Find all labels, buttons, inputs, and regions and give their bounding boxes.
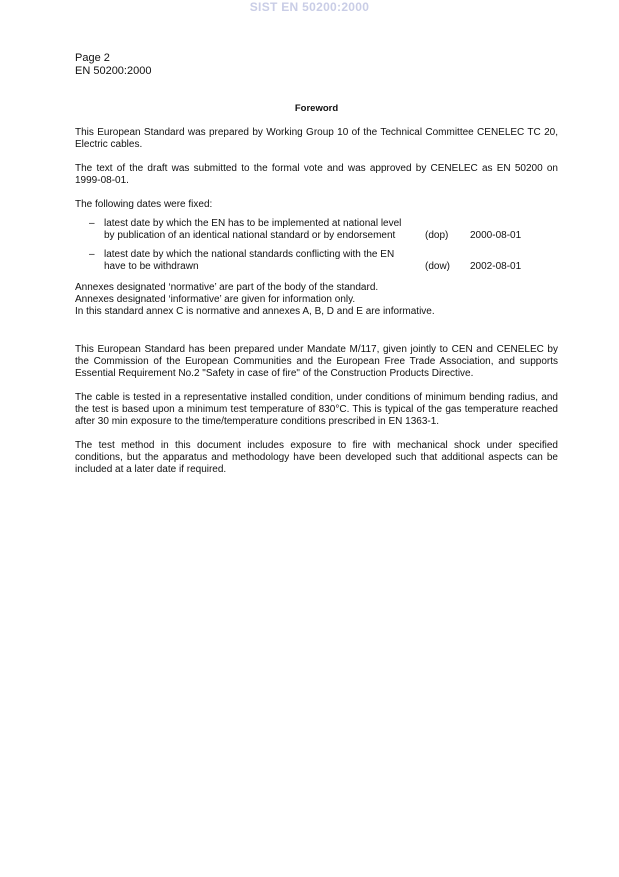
document-id: EN 50200:2000 xyxy=(75,65,152,77)
annex-notes xyxy=(75,282,558,318)
date-item-description: latest date by which the EN has to be implemented at national level by publication of an identical national standard or by endorsement xyxy=(104,218,402,241)
dash-marker: – xyxy=(89,218,95,229)
date-item-date: 2002-08-01 xyxy=(470,261,522,272)
foreword-heading: Foreword xyxy=(294,103,339,114)
dates-intro: The following dates were fixed: xyxy=(75,199,213,210)
annex-line: Annexes designated ‘normative’ are part of the body of the standard. xyxy=(75,282,379,293)
page-header xyxy=(75,52,151,78)
paragraph-mandate: This European Standard has been prepared under Mandate M/117, given jointly to CEN and CENELEC by the Commission of the European Communities and the European Free Trade Association, and supports Essential Requirement No.2 "Safety in case of fire" of the Construction Products Directive. xyxy=(75,344,558,379)
foreword-section xyxy=(75,103,558,488)
page-number: Page 2 xyxy=(75,52,110,64)
date-item-dop xyxy=(75,218,558,242)
date-item-description: latest date by which the national standards conflicting with the EN have to be withdrawn xyxy=(104,249,395,272)
watermark: SIST EN 50200:2000 xyxy=(249,0,370,14)
date-item-code: (dow) xyxy=(425,261,451,272)
annex-line: In this standard annex C is normative and annexes A, B, D and E are informative. xyxy=(75,306,435,317)
annex-line: Annexes designated ‘informative’ are given for information only. xyxy=(75,294,356,305)
date-item-dow xyxy=(75,249,558,273)
date-item-date: 2000-08-01 xyxy=(470,230,522,241)
paragraph-test-method: The test method in this document includes exposure to fire with mechanical shock under specified conditions, but the apparatus and methodology have been developed such that additional aspects can be included at a later date if required. xyxy=(75,440,558,475)
paragraph-approval: The text of the draft was submitted to the formal vote and was approved by CENELEC as EN 50200 on 1999-08-01. xyxy=(75,163,558,186)
paragraph-prepared-by: This European Standard was prepared by Working Group 10 of the Technical Committee CENELEC TC 20, Electric cables. xyxy=(75,127,558,150)
paragraph-test-condition: The cable is tested in a representative installed condition, under conditions of minimum bending radius, and the test is based upon a minimum test temperature of 830°C. This is typical of the gas temperature reached after 30 min exposure to the time/temperature conditions prescribed in EN 1363-1. xyxy=(75,392,558,427)
date-item-code: (dop) xyxy=(425,230,449,241)
dash-marker: – xyxy=(89,249,95,260)
